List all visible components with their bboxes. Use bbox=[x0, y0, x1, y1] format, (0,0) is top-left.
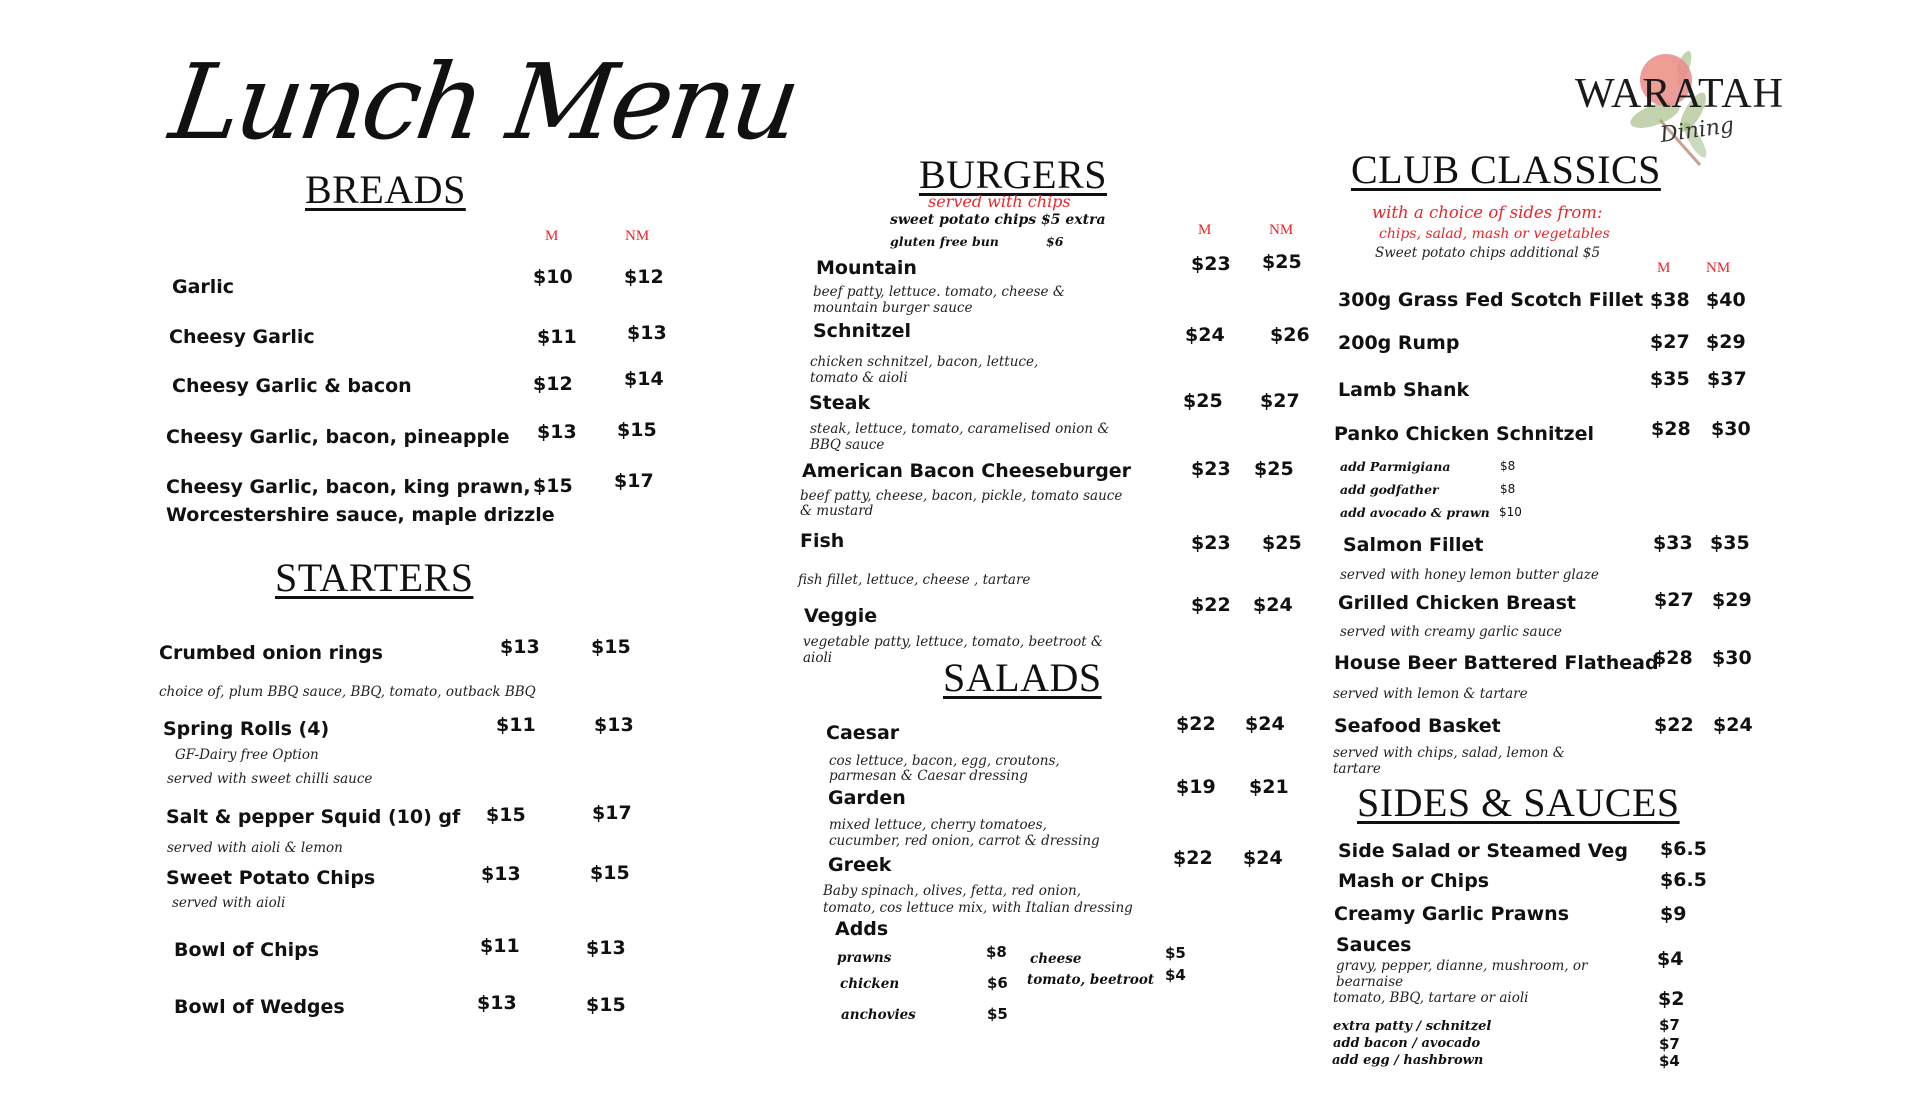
breads-nm-header: NM bbox=[625, 228, 650, 244]
list-item: chicken bbox=[840, 976, 900, 992]
breads-m-header: M bbox=[545, 228, 559, 244]
breads-heading: BREADS bbox=[305, 167, 466, 212]
club-classics-heading: CLUB CLASSICS bbox=[1351, 147, 1661, 192]
burgers-extra-gf-price: $6 bbox=[1046, 234, 1064, 249]
burgers-nm-header: NM bbox=[1269, 222, 1294, 238]
sides-heading: SIDES & SAUCES bbox=[1357, 780, 1680, 825]
burgers-heading: BURGERS bbox=[919, 152, 1107, 197]
list-item: extra patty / schnitzel bbox=[1333, 1019, 1492, 1034]
list-item: tomato, beetroot bbox=[1027, 972, 1155, 988]
club-classics-sub2: chips, salad, mash or vegetables bbox=[1379, 226, 1610, 242]
list-item: add avocado & prawn bbox=[1340, 505, 1490, 520]
club-m-header: M bbox=[1657, 260, 1671, 276]
list-item: add bacon / avocado bbox=[1333, 1036, 1481, 1051]
adds-heading: Adds bbox=[835, 918, 889, 940]
burgers-extra-sweet-potato: sweet potato chips $5 extra bbox=[890, 212, 1106, 228]
page-title: Lunch Menu bbox=[163, 41, 804, 163]
club-nm-header: NM bbox=[1706, 260, 1731, 276]
club-classics-sub3: Sweet potato chips additional $5 bbox=[1375, 245, 1601, 261]
burgers-extra-gf-label: gluten free bun bbox=[890, 234, 999, 249]
list-item: prawns bbox=[837, 950, 892, 966]
starters-heading: STARTERS bbox=[275, 555, 474, 600]
list-item: add godfather bbox=[1340, 482, 1439, 497]
burgers-subheading: served with chips bbox=[928, 192, 1071, 211]
list-item: add egg / hashbrown bbox=[1332, 1053, 1484, 1068]
list-item: add Parmigiana bbox=[1340, 459, 1451, 474]
club-classics-sub1: with a choice of sides from: bbox=[1372, 203, 1603, 222]
burgers-m-header: M bbox=[1198, 222, 1212, 238]
list-item: anchovies bbox=[841, 1007, 916, 1023]
salads-heading: SALADS bbox=[943, 655, 1102, 700]
logo-script: Dining bbox=[1658, 112, 1736, 149]
list-item: cheese bbox=[1030, 951, 1082, 967]
logo-wordmark: WARATAH bbox=[1575, 71, 1784, 117]
